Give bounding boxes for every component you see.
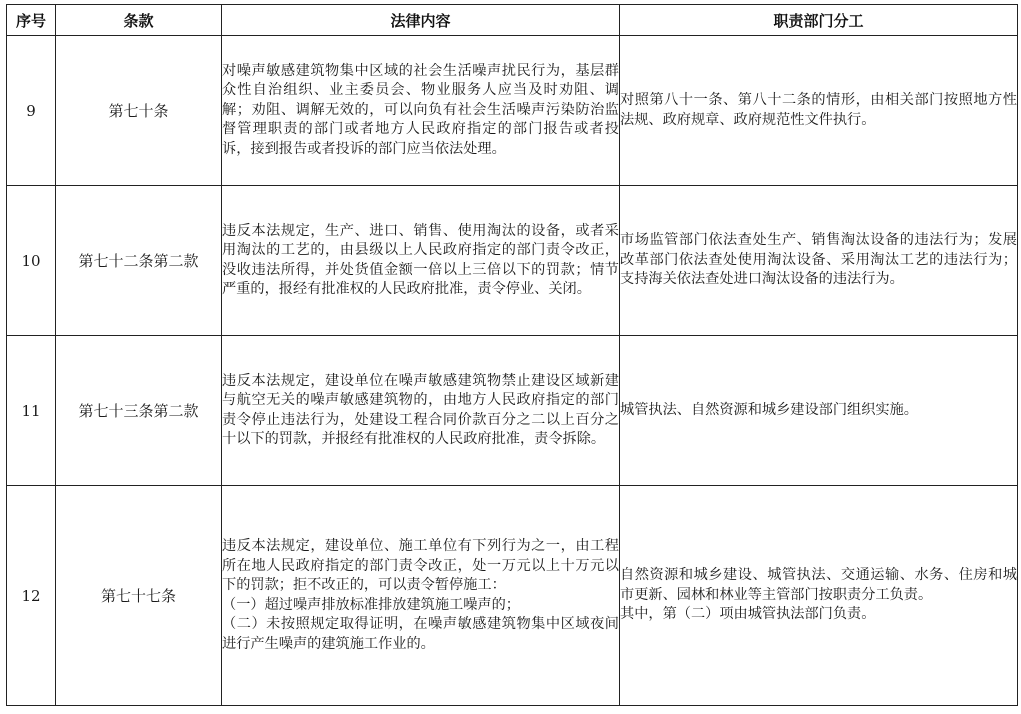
header-content: 法律内容 — [222, 5, 620, 36]
content-paragraph: 违反本法规定，建设单位、施工单位有下列行为之一，由工程所在地人民政府指定的部门责令改正，处一万元以上十万元以下的罚款；拒不改正的，可以责令暂停施工： — [222, 538, 619, 593]
table-row — [7, 336, 1018, 486]
duty-paragraph: 自然资源和城乡建设、城管执法、交通运输、水务、住房和城市更新、园林和林业等主管部门按职责分工负责。 — [620, 567, 1017, 603]
row-clause: 第七十二条第二款 — [56, 186, 222, 336]
row-seq: 12 — [7, 486, 56, 706]
row-law-content — [222, 486, 620, 706]
content-item-1: （一）超过噪声排放标准排放建筑施工噪声的； — [222, 596, 520, 613]
row-duty: 城管执法、自然资源和城乡建设部门组织实施。 — [620, 336, 1018, 486]
duty-note: 其中，第（二）项由城管执法部门负责。 — [620, 606, 876, 623]
header-seq: 序号 — [7, 5, 56, 36]
row-clause: 第七十条 — [56, 36, 222, 186]
row-clause: 第七十七条 — [56, 486, 222, 706]
table-row — [7, 36, 1018, 186]
row-law-content: 违反本法规定，建设单位在噪声敏感建筑物禁止建设区域新建与航空无关的噪声敏感建筑物的，由地方人民政府指定的部门责令停止违法行为，处建设工程合同价款百分之二以上百分之十以下的罚款，并报经有批准权的人民政府批准，责令拆除。 — [222, 336, 620, 486]
row-clause: 第七十三条第二款 — [56, 336, 222, 486]
row-seq: 9 — [7, 36, 56, 186]
row-duty: 市场监管部门依法查处生产、销售淘汰设备的违法行为；发展改革部门依法查处使用淘汰设备、采用淘汰工艺的违法行为；支持海关依法查处进口淘汰设备的违法行为。 — [620, 186, 1018, 336]
table-row — [7, 486, 1018, 706]
row-duty — [620, 486, 1018, 706]
header-clause: 条款 — [56, 5, 222, 36]
row-seq: 10 — [7, 186, 56, 336]
row-law-content: 对噪声敏感建筑物集中区域的社会生活噪声扰民行为，基层群众性自治组织、业主委员会、物业服务人应当及时劝阻、调解；劝阻、调解无效的，可以向负有社会生活噪声污染防治监督管理职责的部门或者地方人民政府指定的部门报告或者投诉，接到报告或者投诉的部门应当依法处理。 — [222, 36, 620, 186]
header-duty: 职责部门分工 — [620, 5, 1018, 36]
row-law-content: 违反本法规定，生产、进口、销售、使用淘汰的设备，或者采用淘汰的工艺的，由县级以上人民政府指定的部门责令改正，没收违法所得，并处货值金额一倍以上三倍以下的罚款；情节严重的，报经有批准权的人民政府批准，责令停业、关闭。 — [222, 186, 620, 336]
content-item-2: （二）未按照规定取得证明，在噪声敏感建筑物集中区域夜间进行产生噪声的建筑施工作业的。 — [222, 616, 619, 652]
law-duty-table — [6, 4, 1018, 706]
row-duty: 对照第八十一条、第八十二条的情形，由相关部门按照地方性法规、政府规章、政府规范性文件执行。 — [620, 36, 1018, 186]
table-row — [7, 186, 1018, 336]
row-seq: 11 — [7, 336, 56, 486]
table-header-row — [7, 5, 1018, 36]
